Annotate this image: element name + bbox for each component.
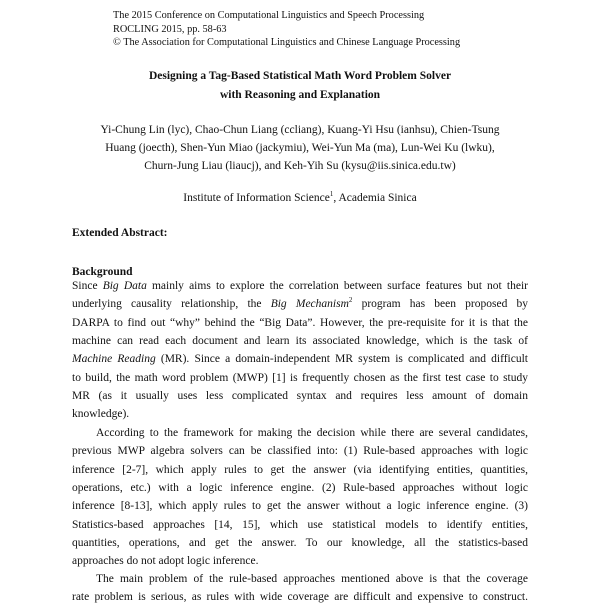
- affiliation: [0, 189, 600, 207]
- text-line: The main problem of the rule-based approaches mentioned above is that the coverage: [96, 573, 528, 585]
- authors-line-1: Yi-Chung Lin (lyc), Chao-Chun Liang (ccliang), Kuang-Yi Hsu (ianhsu), Chien-Tsung: [100, 124, 500, 136]
- text-line: inference [8-13], which apply rules to get the answer without a logic inference engine. (3): [72, 500, 528, 513]
- header-line-proceedings: ROCLING 2015, pp. 58-63: [113, 23, 227, 35]
- text-line: Machine Reading (MR). Since a domain-independent MR system is complicated and difficult: [72, 353, 528, 366]
- background-heading: Background: [72, 266, 133, 278]
- background-paragraph-3: [72, 570, 528, 607]
- affiliation-footnote-mark: 1: [329, 190, 334, 199]
- paper-title: [0, 67, 600, 105]
- background-paragraph-1: [72, 277, 528, 424]
- background-paragraph-2: [72, 424, 528, 571]
- text-line: According to the framework for making the decision while there are several candidates,: [96, 427, 528, 439]
- header-line-copyright: © The Association for Computational Linguistics and Chinese Language Processing: [113, 37, 461, 48]
- text-line: inference [2-7], which apply rules to get the answer (via identifying entities, quantities,: [72, 463, 528, 476]
- text-line: Since Big Data mainly aims to explore the correlation between surface features but not their: [72, 280, 528, 292]
- text-line: DARPA to find out “why” behind the “Big Data”. However, the pre-requisite for it is that the: [72, 316, 528, 329]
- text-line: machine can read each document and learn its associated knowledge, which is the task of: [72, 335, 528, 348]
- text-line: quantities, operations, and get the answer. To our knowledge, all the statistics-based: [72, 537, 528, 550]
- text-line: to build, the math word problem (MWP) [1] is frequently chosen as the first test case to study: [72, 371, 528, 384]
- header-line-conference: The 2015 Conference on Computational Linguistics and Speech Processing: [113, 10, 425, 21]
- text-line: previous MWP algebra solvers can be classified into: (1) Rule-based approaches with logic: [72, 445, 528, 458]
- text-line: Statistics-based approaches [14, 15], which use statistical models to identify entities,: [72, 518, 528, 531]
- conference-header: [113, 9, 460, 50]
- text-line: rate problem is serious, as rules with wide coverage are difficult and expensive to construct.: [72, 591, 528, 604]
- author-list: [60, 121, 540, 175]
- title-line-2: with Reasoning and Explanation: [219, 89, 381, 101]
- affiliation-rest: , Academia Sinica: [333, 192, 417, 204]
- text-line: approaches do not adopt logic inference.: [72, 555, 259, 568]
- extended-abstract-heading: Extended Abstract:: [72, 227, 168, 239]
- authors-line-2: Huang (joecth), Shen-Yun Miao (jackymiu), Wei-Yun Ma (ma), Lun-Wei Ku (lwku),: [105, 142, 495, 154]
- title-line-1: Designing a Tag-Based Statistical Math Word Problem Solver: [148, 70, 452, 82]
- text-line: operations, etc.) with a logic inference engine. (2) Rule-based approaches without logic: [72, 482, 528, 495]
- authors-line-3: Churn-Jung Liau (liaucj), and Keh-Yih Su (kysu@iis.sinica.edu.tw): [144, 160, 456, 172]
- text-line: MR (as it usually uses less complicated syntax and requires less amount of domain: [72, 390, 528, 403]
- text-line: knowledge).: [72, 408, 130, 421]
- text-line: underlying causality relationship, the Big Mechanism$^2$ program has been proposed by: [72, 296, 528, 311]
- affiliation-name: Institute of Information Science: [183, 192, 330, 204]
